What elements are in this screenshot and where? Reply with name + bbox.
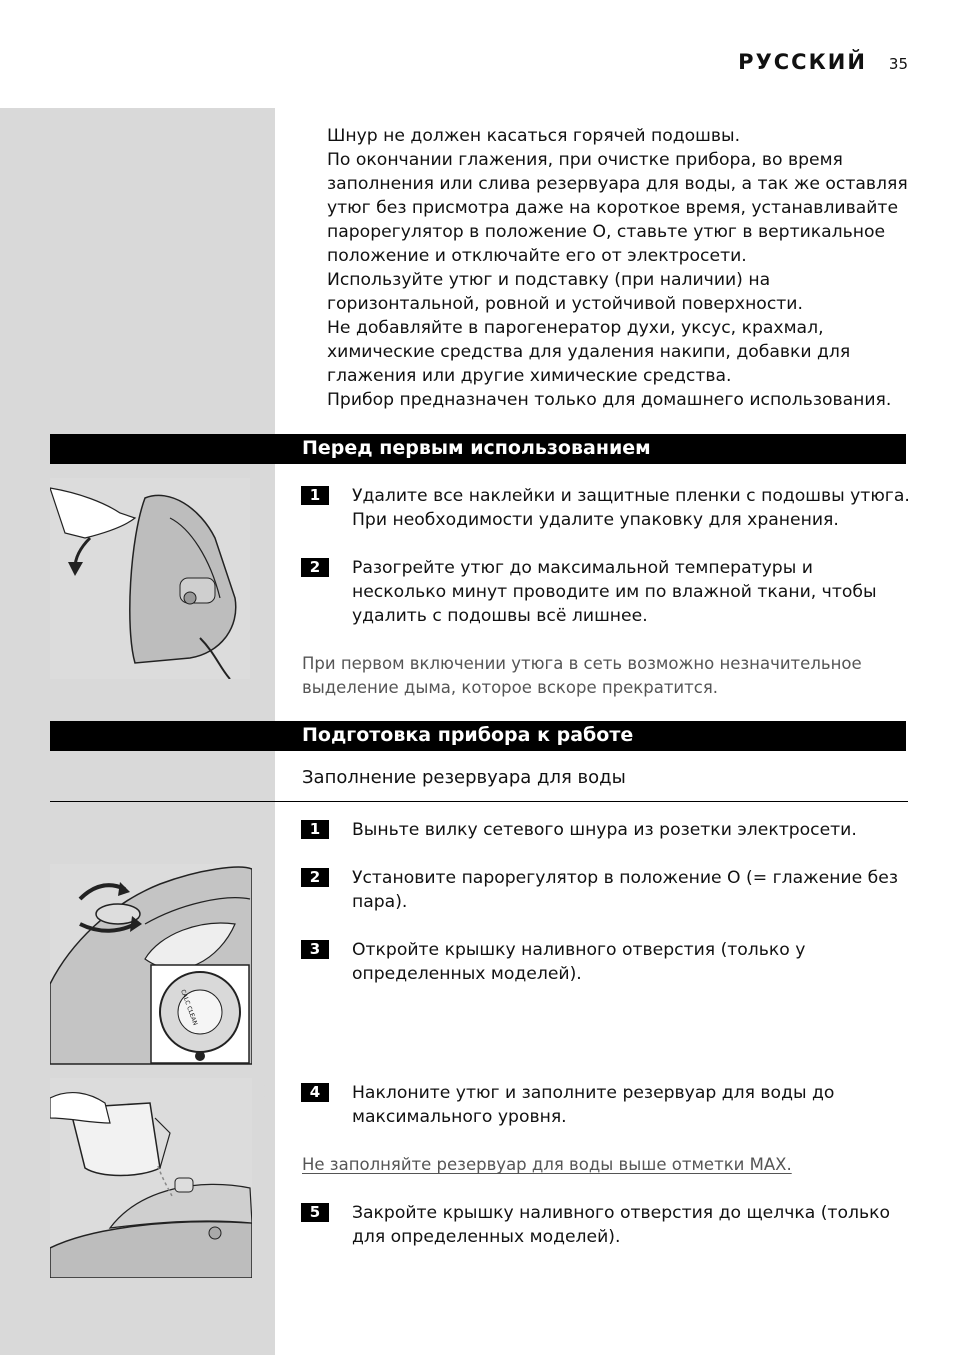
step-item: [301, 484, 911, 532]
section-title: Перед первым использованием: [302, 437, 651, 459]
remove-stickers-illustration: [50, 478, 250, 679]
note-text: Не заполняйте резервуар для воды выше отметки MAX.: [302, 1155, 792, 1174]
note-text: При первом включении утюга в сеть возможно незначительное выделение дыма, которое вскоре прекратится.: [302, 654, 862, 697]
safety-paragraph: Не добавляйте в парогенератор духи, уксус, крахмал, химические средства для удаления накипи, добавки для глажения или другие химические средства.: [327, 318, 851, 386]
page-number: 35: [888, 55, 908, 73]
dial-label: CALC CLEAN: [179, 988, 199, 1027]
step-item: [301, 1201, 911, 1249]
page-header: [738, 50, 908, 80]
step-text: Удалите все наклейки и защитные пленки с подошвы утюга. При необходимости удалите упаковку для хранения.: [352, 486, 910, 530]
safety-paragraph: По окончании глажения, при очистке прибора, во время заполнения или слива резервуара для воды, а так же оставляя утюг без присмотра даже на короткое время, устанавливайте парорегулятор в положение O, ставьте утюг в вертикальное положение и отключайте его от электросети.: [327, 150, 908, 266]
step-item: [301, 556, 911, 628]
step-text: Откройте крышку наливного отверстия (только у определенных моделей).: [352, 940, 806, 984]
step-text: Выньте вилку сетевого шнура из розетки электросети.: [352, 820, 857, 840]
step-text: Разогрейте утюг до максимальной температуры и несколько минут проводите им по влажной ткани, чтобы удалить с подошвы всё лишнее.: [352, 558, 877, 626]
warning-note: [302, 1153, 902, 1177]
step-number: 2: [301, 868, 329, 887]
step-number: 4: [301, 1083, 329, 1102]
section-title: Подготовка прибора к работе: [302, 724, 634, 746]
step-text: Наклоните утюг и заполните резервуар для воды до максимального уровня.: [352, 1083, 835, 1127]
fill-water-illustration: [50, 1078, 252, 1278]
safety-paragraph: Прибор предназначен только для домашнего использования.: [327, 390, 892, 410]
language-label: РУССКИЙ: [738, 50, 867, 74]
step-number: 5: [301, 1203, 329, 1222]
step-number: 1: [301, 486, 329, 505]
step-item: [301, 938, 911, 986]
step-number: 2: [301, 558, 329, 577]
divider: [50, 801, 908, 802]
steam-dial-icon: [50, 864, 252, 1065]
section-heading-bar: [50, 434, 906, 464]
illustration-pointer: [252, 864, 274, 890]
pour-water-icon: [50, 1078, 252, 1278]
step-text: Установите парорегулятор в положение O (= глажение без пара).: [352, 868, 898, 912]
step-text: Закройте крышку наливного отверстия до щелчка (только для определенных моделей).: [352, 1203, 890, 1247]
step-item: [301, 866, 911, 914]
safety-text-block: [327, 124, 917, 412]
step-item: [301, 1081, 911, 1129]
iron-hand-icon: [50, 478, 250, 679]
step-number: 3: [301, 940, 329, 959]
safety-paragraph: Используйте утюг и подставку (при наличии) на горизонтальной, ровной и устойчивой поверхности.: [327, 270, 803, 314]
step-item: [301, 818, 911, 842]
section-heading-bar: [50, 721, 906, 751]
illustration-pointer: [252, 1078, 274, 1104]
subheading: Заполнение резервуара для воды: [302, 767, 626, 788]
steam-dial-illustration: [50, 864, 252, 1065]
step-number: 1: [301, 820, 329, 839]
illustration-pointer: [250, 487, 272, 513]
safety-paragraph: Шнур не должен касаться горячей подошвы.: [327, 126, 741, 146]
